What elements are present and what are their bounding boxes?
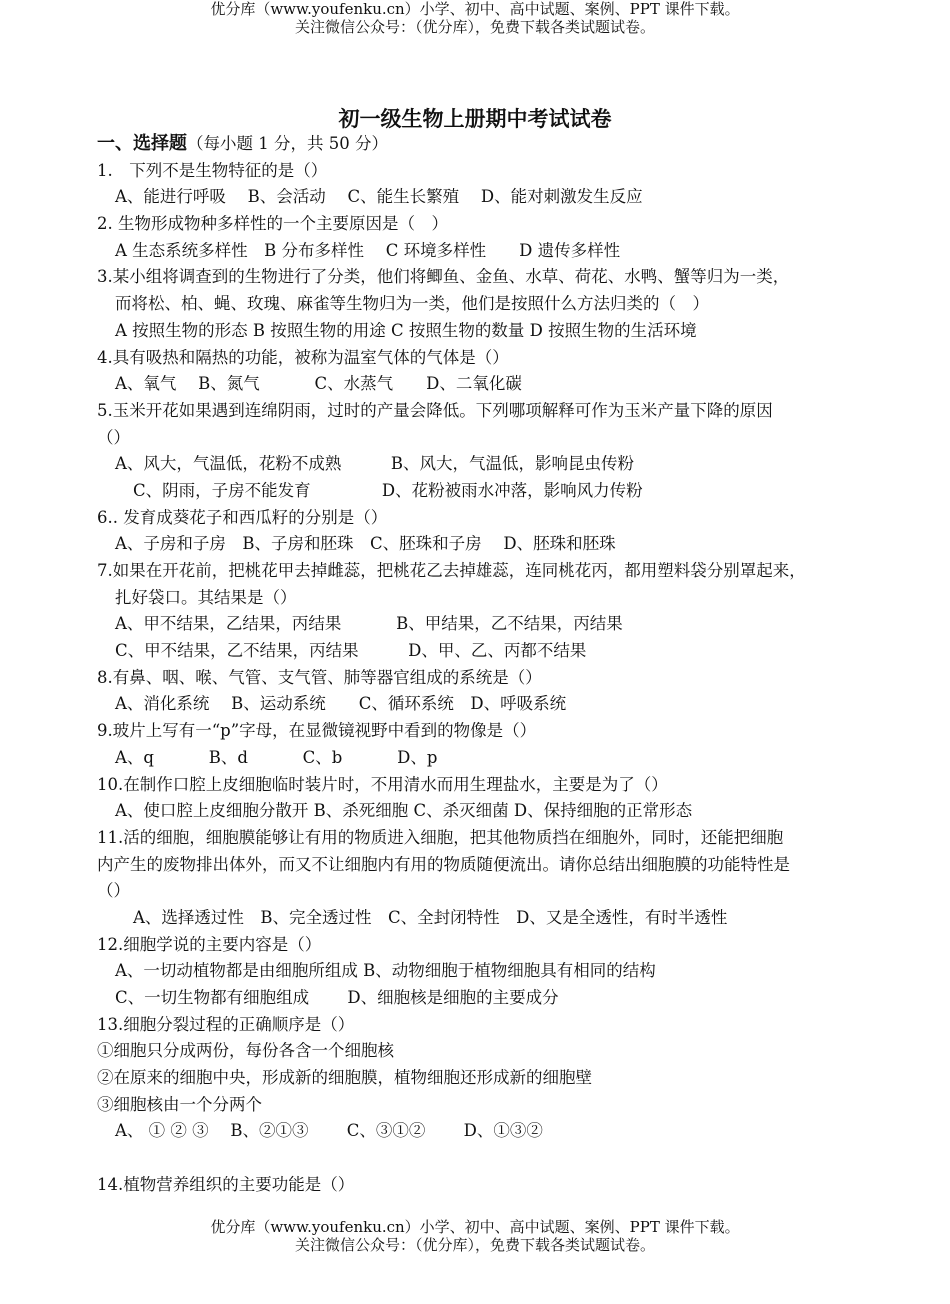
- question-1: 1. 下列不是生物特征的是（）: [97, 160, 328, 180]
- question-5-line-2: （）: [97, 427, 130, 447]
- question-14: 14.植物营养组织的主要功能是（）: [97, 1174, 355, 1194]
- question-12: 12.细胞学说的主要内容是（）: [97, 934, 322, 954]
- header-line-2: 关注微信公众号：（优分库），免费下载各类试题试卷。: [294, 18, 655, 36]
- question-6-options: A、子房和子房 B、子房和胚珠 C、胚珠和子房 D、胚珠和胚珠: [115, 534, 616, 554]
- footer-line-1: 优分库（www.youfenku.cn）小学、初中、高中试题、案例、PPT 课件下载。: [210, 1218, 740, 1236]
- footer-line-2: 关注微信公众号：（优分库），免费下载各类试题试卷。: [294, 1236, 655, 1254]
- question-7-line-1: 7.如果在开花前，把桃花甲去掉雌蕊，把桃花乙去掉雄蕊，连同桃花丙，都用塑料袋分别罩起来，: [97, 561, 806, 580]
- section-heading-label: 一、选择题: [97, 133, 187, 154]
- question-13-step-3: ③细胞核由一个分两个: [97, 1094, 262, 1114]
- question-11-line-2: 内产生的废物排出体外，而又不让细胞内有用的物质随便流出。请你总结出细胞膜的功能特性是: [97, 854, 790, 874]
- question-3-line-2: 而将松、柏、蝇、玫瑰、麻雀等生物归为一类，他们是按照什么方法归类的（ ）: [115, 294, 709, 314]
- question-7-options-2: C、甲不结果，乙不结果，丙结果 D、甲、乙、丙都不结果: [115, 641, 587, 661]
- question-9-options: A、q B、d C、b D、p: [115, 747, 438, 767]
- question-2-options: A 生态系统多样性 B 分布多样性 C 环境多样性 D 遗传多样性: [115, 240, 621, 260]
- question-13: 13.细胞分裂过程的正确顺序是（）: [97, 1014, 355, 1034]
- question-3-options: A 按照生物的形态 B 按照生物的用途 C 按照生物的数量 D 按照生物的生活环境: [115, 320, 697, 340]
- question-4-options: A、氧气 B、氮气 C、水蒸气 D、二氧化碳: [115, 374, 522, 394]
- question-11-line-1: 11.活的细胞，细胞膜能够让有用的物质进入细胞，把其他物质挡在细胞外，同时，还能把细胞: [97, 827, 784, 847]
- section-heading-note: （每小题 1 分，共 50 分）: [187, 134, 388, 153]
- question-1-options: A、能进行呼吸 B、会活动 C、能生长繁殖 D、能对刺激发生反应: [115, 187, 643, 207]
- page-footer: [0, 1218, 950, 1254]
- header-line-1: 优分库（www.youfenku.cn）小学、初中、高中试题、案例、PPT 课件下载。: [210, 0, 740, 18]
- question-13-options: A、 ① ② ③ B、②①③ C、③①② D、①③②: [115, 1121, 543, 1141]
- question-12-options-2: C、一切生物都有细胞组成 D、细胞核是细胞的主要成分: [115, 988, 559, 1007]
- question-2: 2. 生物形成物种多样性的一个主要原因是（ ）: [97, 214, 448, 234]
- question-7-options-1: A、甲不结果，乙结果，丙结果 B、甲结果，乙不结果，丙结果: [115, 614, 623, 634]
- question-7-line-2: 扎好袋口。其结果是（）: [115, 587, 297, 607]
- question-13-step-1: ①细胞只分成两份，每份各含一个细胞核: [97, 1041, 394, 1061]
- question-11-line-3: （）: [97, 881, 130, 901]
- section-heading: [97, 131, 877, 158]
- question-10-options: A、使口腔上皮细胞分散开 B、杀死细胞 C、杀灭细菌 D、保持细胞的正常形态: [115, 801, 693, 821]
- exam-content: [97, 131, 877, 1199]
- question-5-options-1: A、风大，气温低，花粉不成熟 B、风大，气温低，影响昆虫传粉: [115, 454, 635, 474]
- question-11-options: A、选择透过性 B、完全透过性 C、全封闭特性 D、又是全透性，有时半透性: [133, 907, 728, 927]
- question-10: 10.在制作口腔上皮细胞临时装片时，不用清水而用生理盐水，主要是为了（）: [97, 774, 668, 794]
- question-8: 8.有鼻、咽、喉、气管、支气管、肺等器官组成的系统是（）: [97, 667, 542, 687]
- question-9: 9.玻片上写有一“p”字母，在显微镜视野中看到的物像是（）: [97, 721, 537, 741]
- question-6: 6.. 发育成葵花子和西瓜籽的分别是（）: [97, 507, 388, 527]
- question-5-options-2: C、阴雨，子房不能发育 D、花粉被雨水冲落，影响风力传粉: [133, 480, 643, 500]
- question-12-options-1: A、一切动植物都是由细胞所组成 B、动物细胞于植物细胞具有相同的结构: [115, 961, 656, 981]
- question-3-line-1: 3.某小组将调查到的生物进行了分类，他们将鲫鱼、金鱼、水草、荷花、水鸭、蟹等归为一类，: [97, 267, 790, 287]
- question-5-line-1: 5.玉米开花如果遇到连绵阴雨，过时的产量会降低。下列哪项解释可作为玉米产量下降的原因: [97, 400, 773, 420]
- question-4: 4.具有吸热和隔热的功能，被称为温室气体的气体是（）: [97, 347, 509, 367]
- question-13-step-2: ②在原来的细胞中央，形成新的细胞膜，植物细胞还形成新的细胞壁: [97, 1068, 592, 1088]
- blank-line: [97, 1145, 877, 1172]
- page-header: [0, 0, 950, 36]
- question-8-options: A、消化系统 B、运动系统 C、循环系统 D、呼吸系统: [115, 694, 567, 714]
- page-title: 初一级生物上册期中考试试卷: [338, 106, 612, 131]
